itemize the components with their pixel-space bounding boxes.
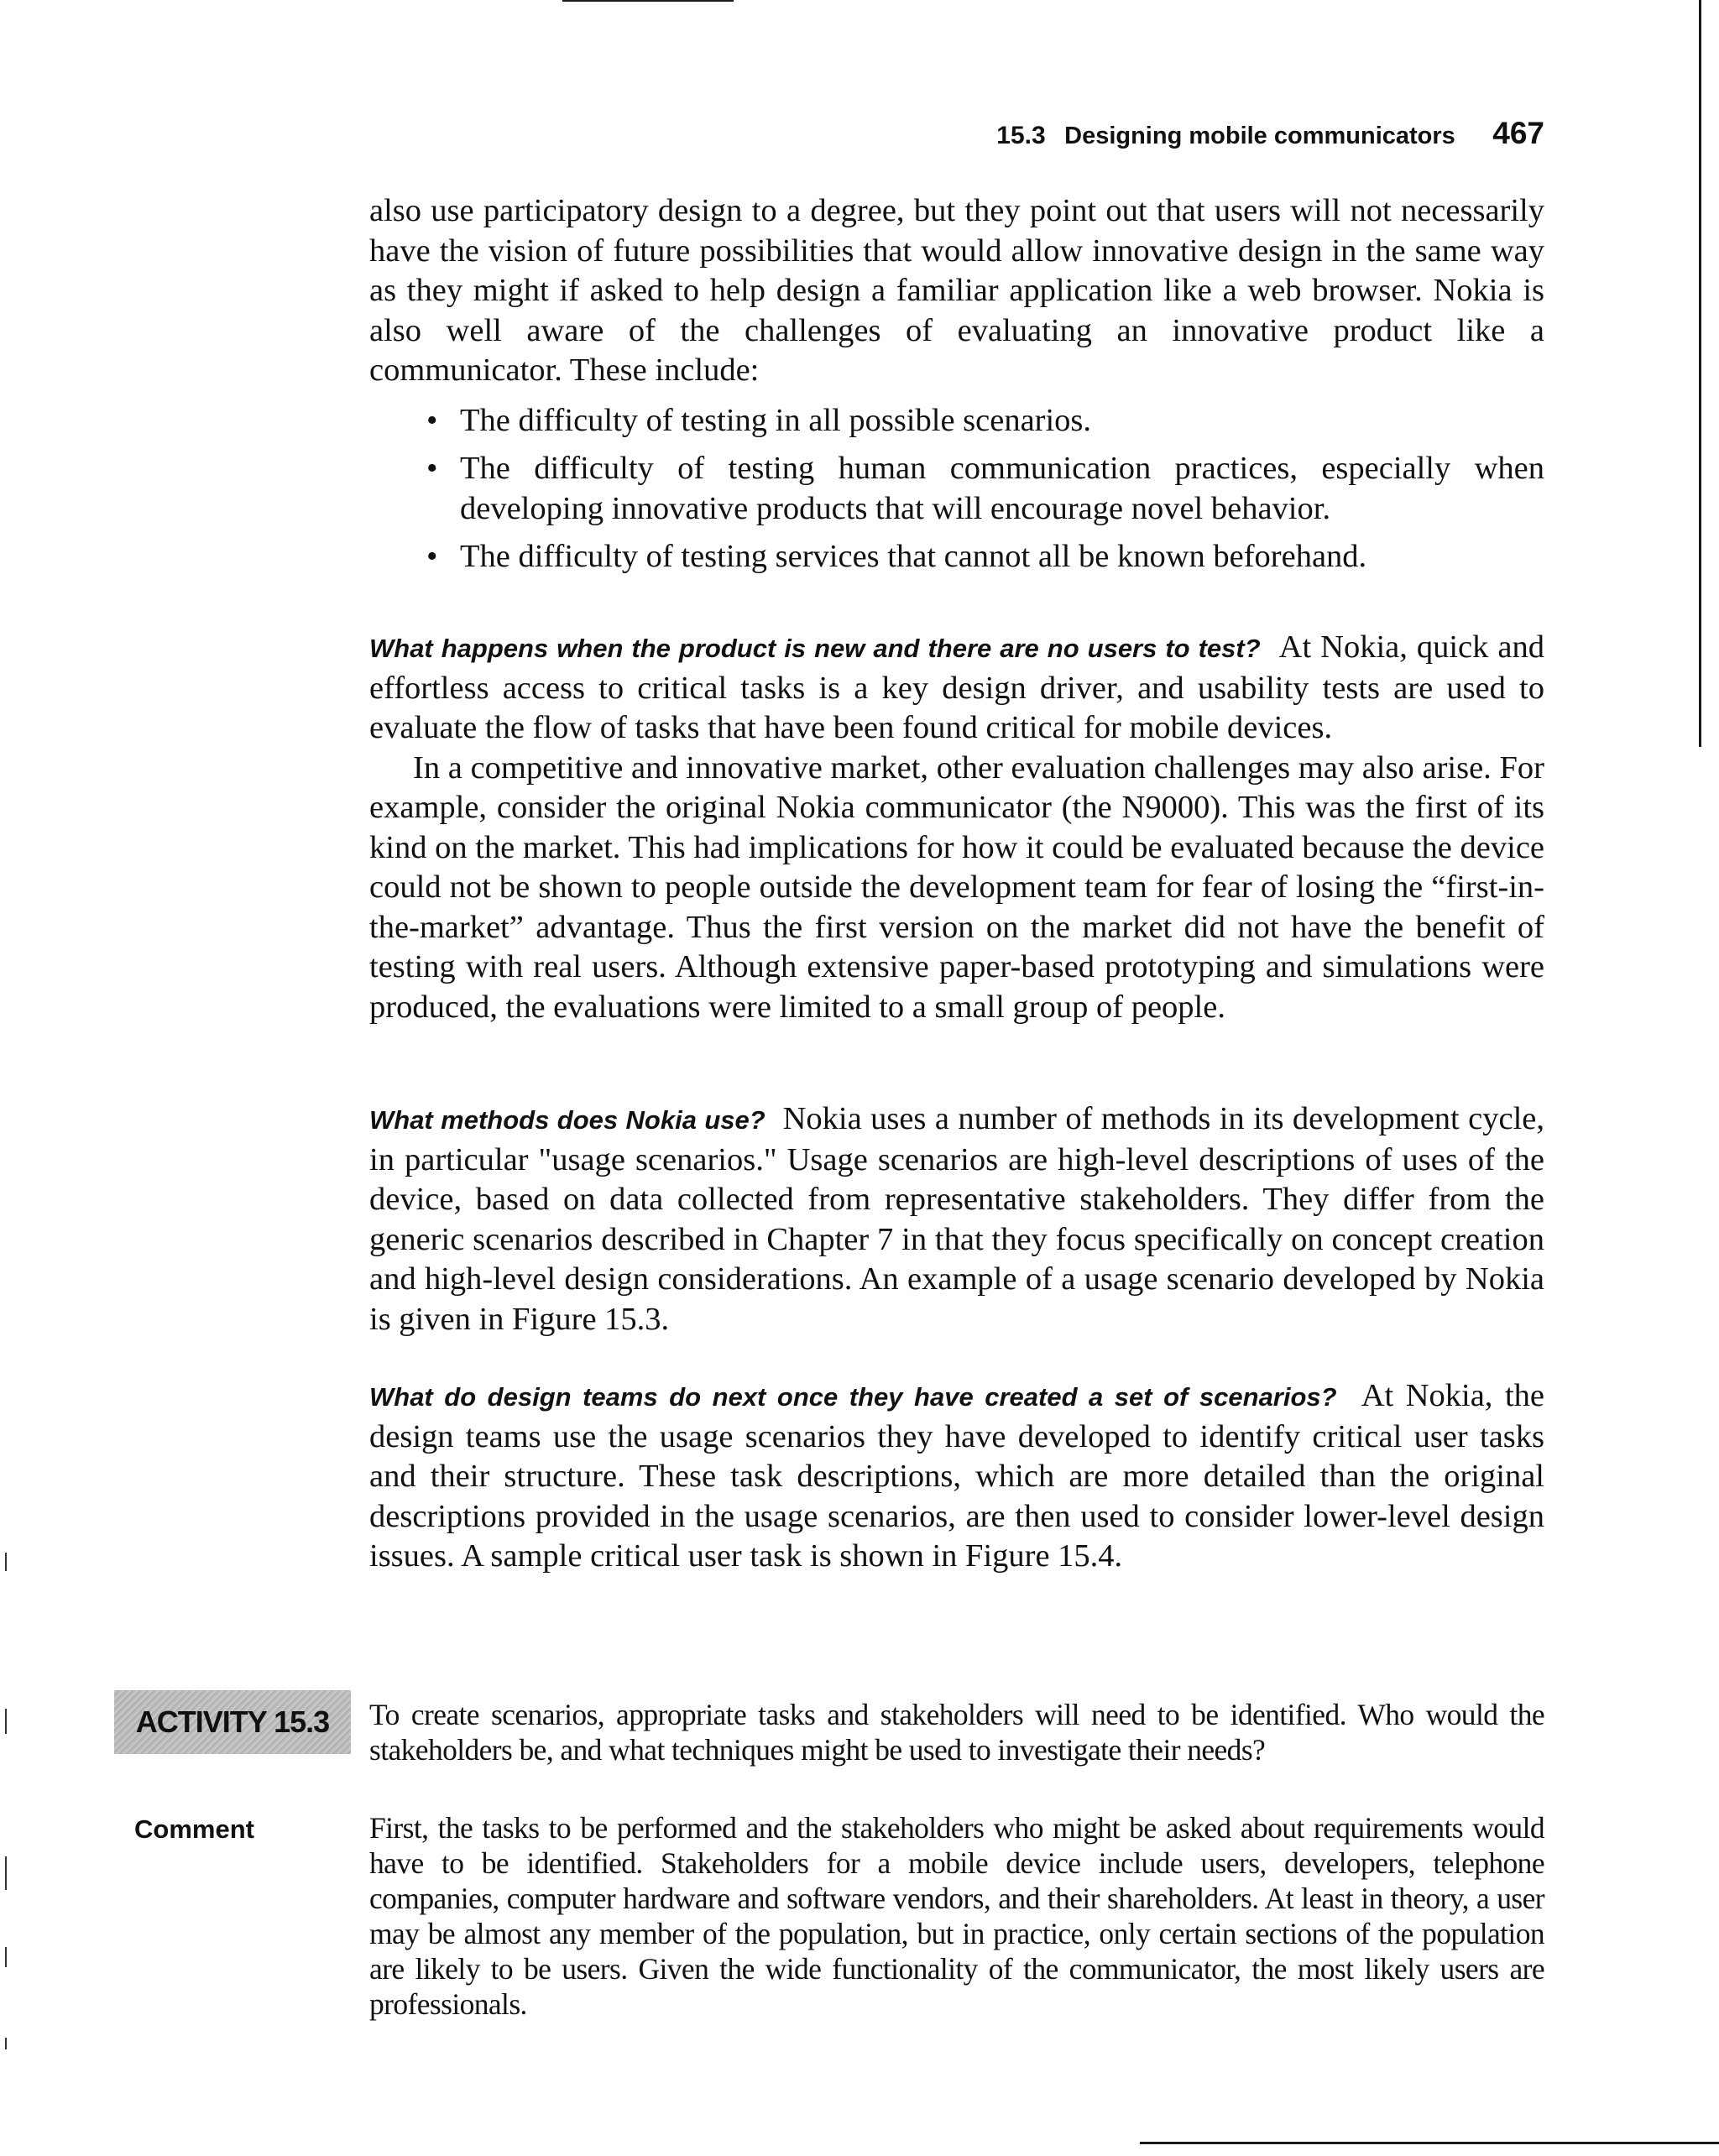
methods-paragraph: [369, 1099, 1544, 1339]
run-in-heading: What methods does Nokia use?: [369, 1105, 765, 1135]
paragraph-text: Nokia uses a number of methods in its development cycle, in particular "usage scenarios." Usage scenarios are high-level descriptions of uses of the device, based on data collected from representative stakeholders. They differ from the generic scenarios described in Chapter 7 in that they focus specifically on concept creation and high-level design considerations. An example of a usage scenario developed by Nokia is given in Figure 15.3.: [369, 1101, 1545, 1337]
intro-paragraph: also use participatory design to a degree, but they point out that users will not necessarily have the vision of future possibilities that would allow innovative design in the same way as they might if asked to help design a familiar application like a web browser. Nokia is also well aware of the challenges of evaluating an innovative product like a communicator. These include:: [369, 193, 1544, 388]
intro-block: [369, 191, 1544, 577]
activity-text: [369, 1697, 1544, 1767]
list-item: [369, 537, 1544, 577]
section-number: 15.3: [996, 122, 1046, 149]
activity-question: To create scenarios, appropriate tasks and stakeholders will need to be identified. Who would the stakeholders be, and what techniques might be used to investigate their needs?: [369, 1698, 1544, 1767]
run-in-heading: What happens when the product is new and there are no users to test?: [369, 634, 1261, 663]
margin-mark: [5, 2038, 7, 2049]
margin-mark: [5, 1709, 7, 1734]
list-item: [369, 401, 1544, 441]
comment-paragraph: First, the tasks to be performed and the stakeholders who might be asked about requirements would have to be identified. Stakeholders for a mobile device include users, developers, telephone companies, computer hardware and software vendors, and their shareholders. At least in theory, a user may be almost any member of the population, but in practice, only certain sections of the population are likely to be users. Given the wide functionality of the communicator, the most likely users are professionals.: [369, 1811, 1544, 2021]
next-steps-paragraph: [369, 1376, 1544, 1577]
margin-mark: [5, 1553, 7, 1571]
next-steps-section: [369, 1376, 1544, 1577]
run-in-heading: What do design teams do next once they have created a set of scenarios?: [369, 1382, 1337, 1412]
bullet-icon: •: [426, 539, 438, 574]
top-rule: [562, 0, 734, 2]
bottom-rule: [1140, 2142, 1719, 2144]
paragraph-text: At Nokia, the design teams use the usage scenarios they have developed to identify critical user tasks and their structure. These task descriptions, which are more detailed than the original descriptions provided in the usage scenarios, are then used to consider lower-level design issues. A sample critical user task is shown in Figure 15.4.: [369, 1378, 1545, 1574]
comment-text: [369, 1810, 1544, 2022]
new-product-section: [369, 628, 1544, 1027]
list-item-text: The difficulty of testing human communication practices, especially when developing innovative products that will encourage novel behavior.: [460, 451, 1544, 526]
activity-label: ACTIVITY 15.3: [114, 1690, 351, 1754]
paragraph-text: At Nokia, quick and effortless access to critical tasks is a key design driver, and usability tests are used to evaluate the flow of tasks that have been found critical for mobile devices.: [369, 629, 1544, 745]
competitive-market-paragraph: In a competitive and innovative market, other evaluation challenges may also arise. For example, consider the original Nokia communicator (the N9000). This was the first of its kind on the market. This had implications for how it could be evaluated because the device could not be shown to people outside the development team for fear of losing the “first-in-the-market” advantage. Thus the first version on the market did not have the benefit of testing with real users. Although extensive paper-based prototyping and simulations were produced, the evaluations were limited to a small group of people.: [369, 749, 1544, 1025]
list-item: [369, 449, 1544, 529]
bullet-icon: •: [426, 451, 438, 486]
list-item-text: The difficulty of testing services that cannot all be known beforehand.: [460, 539, 1367, 574]
page-number: 467: [1492, 116, 1544, 150]
margin-mark: [5, 1856, 7, 1890]
comment-label: Comment: [134, 1814, 254, 1844]
section-title: Designing mobile communicators: [1064, 123, 1455, 149]
margin-mark: [5, 1947, 7, 1967]
right-margin-rule: [1699, 0, 1701, 747]
running-header: [369, 116, 1544, 151]
list-item-text: The difficulty of testing in all possible scenarios.: [460, 402, 1092, 438]
bullet-icon: •: [426, 402, 438, 438]
new-product-paragraph: [369, 628, 1544, 749]
methods-section: [369, 1099, 1544, 1339]
challenges-list: [369, 401, 1544, 577]
